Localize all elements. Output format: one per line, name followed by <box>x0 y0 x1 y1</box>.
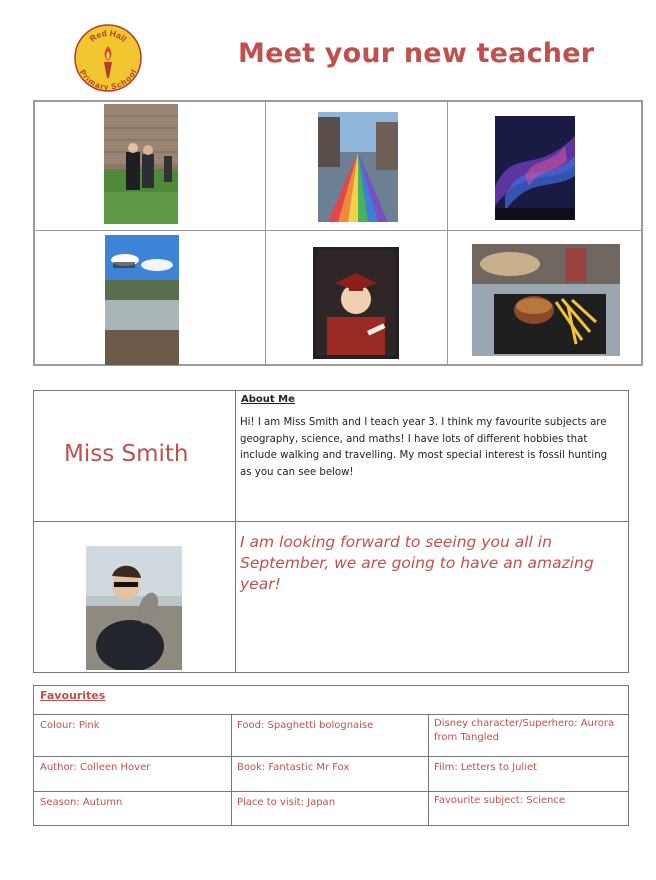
favourites-table <box>33 685 629 826</box>
child-graduation-photo <box>313 247 399 359</box>
fav-author: Author: Colleen Hover <box>40 762 151 773</box>
favourites-heading: Favourites <box>40 689 106 702</box>
rocky-coast-photo <box>105 235 179 365</box>
rainbow-street-photo <box>318 112 398 222</box>
fav-subject: Favourite subject: Science <box>434 795 566 806</box>
svg-text:Primary School: Primary School <box>77 68 139 92</box>
teacher-name: Miss Smith <box>64 441 189 467</box>
photo-grid <box>33 100 643 366</box>
school-logo <box>74 24 142 92</box>
aurora-sky-photo <box>495 116 575 220</box>
fav-film: Film: Letters to Juliet <box>434 762 538 773</box>
burger-fries-photo <box>472 244 620 356</box>
fav-place-to-visit: Place to visit: Japan <box>237 797 336 808</box>
fav-food: Food: Spaghetti bolognaise <box>237 720 374 731</box>
looking-forward-message: I am looking forward to seeing you all in September, we are going to have an amazing year! <box>240 533 594 593</box>
teacher-fossil-photo <box>86 546 182 670</box>
svg-text:Red Hall: Red Hall <box>87 27 129 44</box>
about-text: Hi! I am Miss Smith and I teach year 3. I think my favourite subjects are geography, science, and maths! I have lots of different hobbies that include walking and travelling. My most special interest is fossil hunting as you can see below! <box>240 417 608 478</box>
fav-season: Season: Autumn <box>40 797 123 808</box>
page-title: Meet your new teacher <box>238 38 595 69</box>
fav-colour: Colour: Pink <box>40 720 100 731</box>
fav-disney-character: Disney character/Superhero: Aurora from Tangled <box>434 718 615 743</box>
about-table <box>33 390 629 673</box>
fav-book: Book: Fantastic Mr Fox <box>237 762 350 773</box>
graduation-group-photo <box>104 104 178 224</box>
about-heading: About Me <box>241 394 295 405</box>
